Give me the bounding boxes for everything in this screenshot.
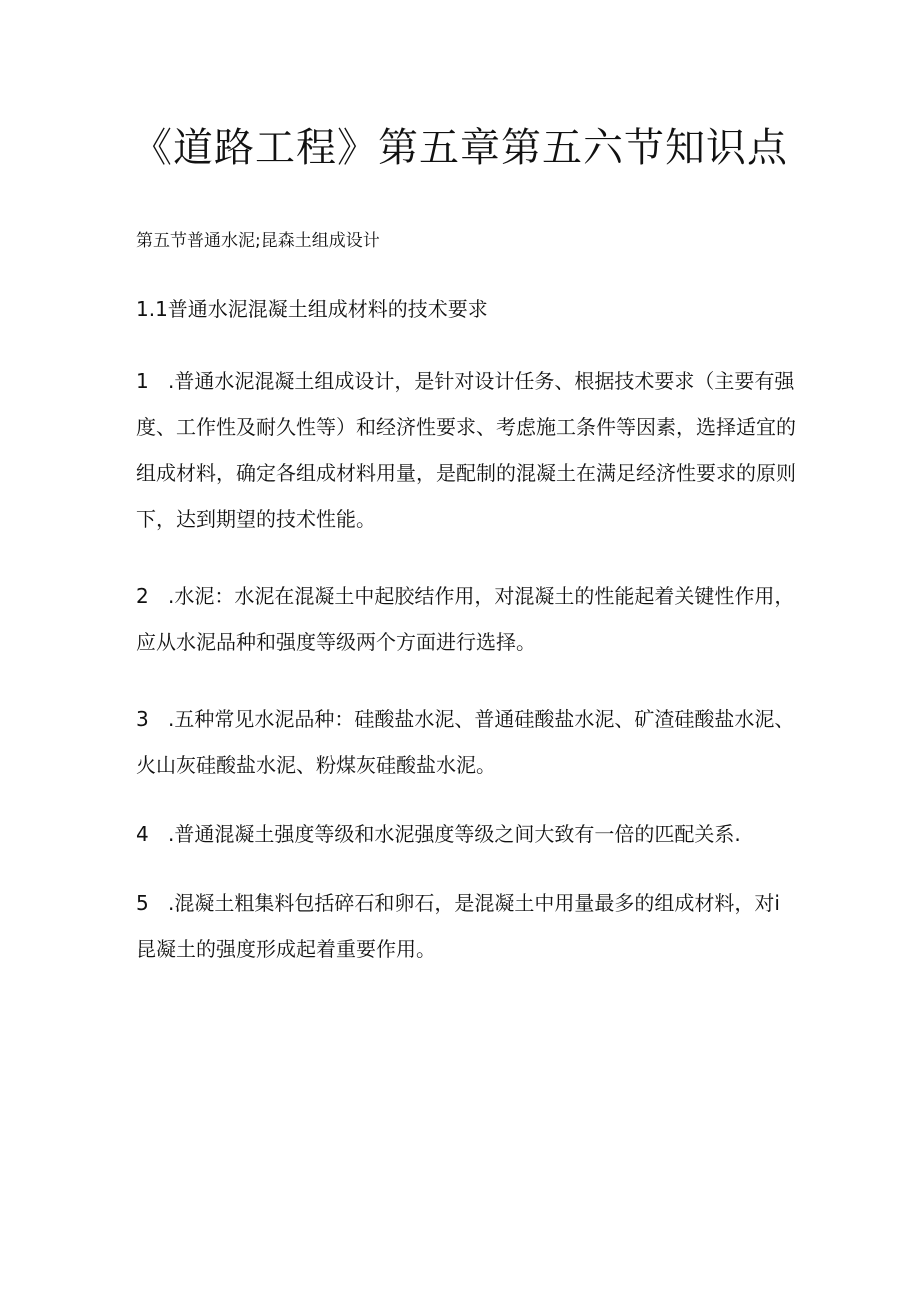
- document-title: 《道路工程》第五章第五六节知识点: [132, 125, 788, 171]
- item-number: 1: [136, 369, 149, 393]
- item-number: 5: [136, 891, 149, 915]
- section-subtitle: 第五节普通水泥;昆森土组成设计: [136, 231, 380, 251]
- list-item: [136, 811, 796, 857]
- item-number: 2: [136, 584, 149, 608]
- item-text: .五种常见水泥品种：硅酸盐水泥、普通硅酸盐水泥、矿渣硅酸盐水泥、火山灰硅酸盐水泥、粉煤灰硅酸盐水泥。: [136, 707, 795, 777]
- item-number: 4: [136, 822, 149, 846]
- list-item: [136, 696, 796, 788]
- list-item: [136, 358, 796, 542]
- list-item: [136, 880, 796, 972]
- item-text: .普通混凝土强度等级和水泥强度等级之间大致有一倍的匹配关系.: [168, 822, 741, 846]
- item-number: 3: [136, 707, 149, 731]
- item-text: .混凝土粗集料包括碎石和卵石，是混凝土中用量最多的组成材料，对i昆凝土的强度形成起着重要作用。: [136, 891, 780, 961]
- item-text: .水泥：水泥在混凝土中起胶结作用，对混凝土的性能起着关键性作用，应从水泥品种和强度等级两个方面进行选择。: [136, 584, 795, 654]
- section-heading: 1.1普通水泥混凝土组成材料的技术要求: [136, 297, 488, 321]
- item-text: .普通水泥混凝土组成设计，是针对设计任务、根据技术要求（主要有强度、工作性及耐久性等）和经济性要求、考虑施工条件等因素，选择适宜的组成材料，确定各组成材料用量，是配制的混凝土在满足经济性要求的原则下，达到期望的技术性能。: [136, 369, 796, 531]
- list-item: [136, 573, 796, 665]
